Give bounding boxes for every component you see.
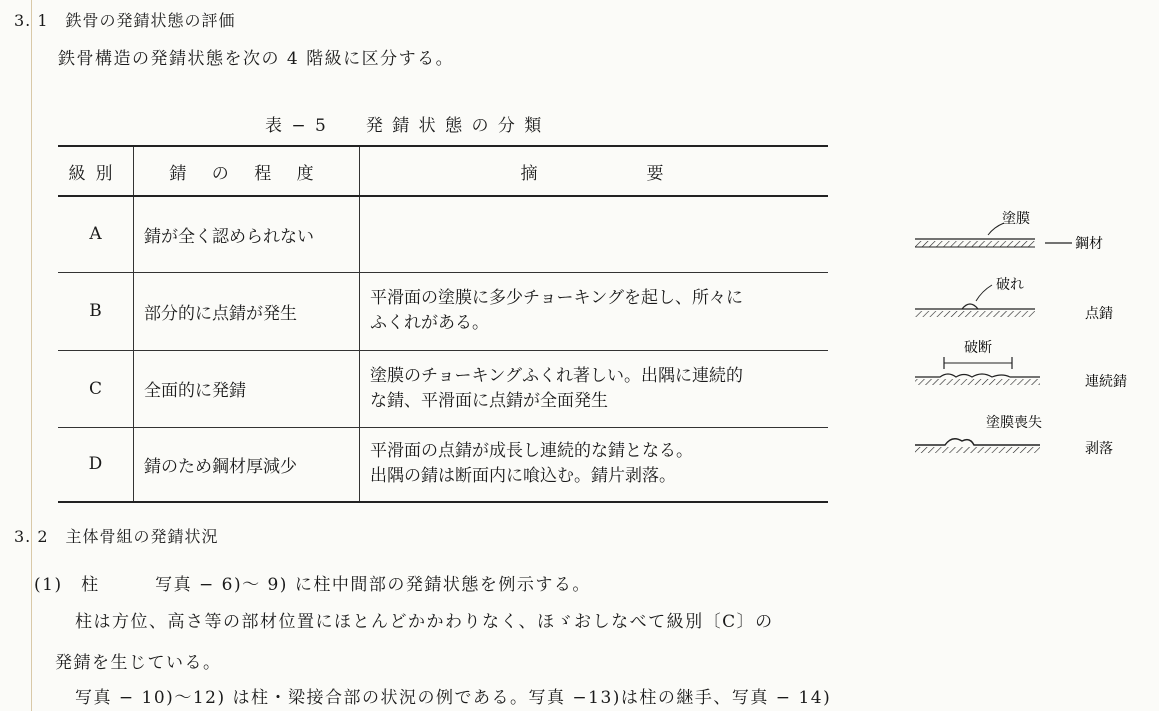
header-degree: 錆 の 程 度 xyxy=(134,146,360,196)
summary-cell xyxy=(360,196,829,272)
steel-coating-sketch xyxy=(915,223,1072,247)
page-margin-rule xyxy=(31,0,32,711)
table-row xyxy=(58,196,828,272)
fig3-top-label: 破断 xyxy=(964,340,992,356)
table-row xyxy=(58,350,828,427)
flaking-sketch xyxy=(915,439,1040,453)
table-row xyxy=(58,427,828,502)
paragraph-1-line-1: 柱は方位、高さ等の部材位置にほとんどかかわりなく、ほゞおしなべて級別〔C〕の xyxy=(75,612,774,632)
summary-cell: 平滑面の点錆が成長し連続的な錆となる。 出隅の錆は断面内に喰込む。錆片剥落。 xyxy=(360,427,829,502)
fig3-side-label: 連続錆 xyxy=(1085,374,1127,390)
grade-cell: A xyxy=(89,224,102,245)
section-heading-3-1: 3. 1 鉄骨の発錆状態の評価 xyxy=(14,11,236,30)
summary-cell: 塗膜のチョーキングふくれ著しい。出隅に連続的 な錆、平滑面に点錆が全面発生 xyxy=(360,350,829,427)
degree-cell: 錆が全く認められない xyxy=(134,196,360,272)
item-1-columns: (1) 柱 写真 − 6)〜 9) に柱中間部の発錆状態を例示する。 xyxy=(34,575,591,595)
table-caption: 表 − 5 発 錆 状 態 の 分 類 xyxy=(265,116,544,136)
header-summary: 摘 要 xyxy=(360,146,829,196)
rust-classification-table xyxy=(58,145,828,503)
degree-cell: 全面的に発錆 xyxy=(134,350,360,427)
rust-stage-diagram xyxy=(900,205,1150,475)
section-heading-3-2: 3. 2 主体骨組の発錆状況 xyxy=(14,527,219,546)
degree-cell: 部分的に点錆が発生 xyxy=(134,272,360,350)
fig2-top-label: 破れ xyxy=(996,277,1024,293)
fig4-side-label: 剥落 xyxy=(1085,441,1113,457)
degree-cell: 錆のため鋼材厚減少 xyxy=(134,427,360,502)
fig4-top-label: 塗膜喪失 xyxy=(986,415,1042,431)
fig1-side-label: 鋼材 xyxy=(1075,236,1103,252)
grade-cell: B xyxy=(89,301,102,321)
fig2-side-label: 点錆 xyxy=(1085,306,1113,322)
summary-cell: 平滑面の塗膜に多少チョーキングを起し、所々に ふくれがある。 xyxy=(360,272,829,350)
continuous-rust-sketch xyxy=(915,357,1040,385)
paragraph-1-line-2: 発錆を生じている。 xyxy=(55,653,222,673)
fig1-top-label: 塗膜 xyxy=(1002,211,1030,227)
table-row xyxy=(58,272,828,350)
header-grade: 級別 xyxy=(68,163,123,184)
section-intro: 鉄骨構造の発錆状態を次の 4 階級に区分する。 xyxy=(58,49,455,69)
grade-cell: C xyxy=(88,378,102,399)
grade-cell: D xyxy=(88,454,103,475)
paragraph-2: 写真 − 10)〜12) は柱・梁接合部の状況の例である。写真 −13)は柱の継手、写真 − 14) xyxy=(75,688,832,708)
table-header-row xyxy=(58,146,828,196)
